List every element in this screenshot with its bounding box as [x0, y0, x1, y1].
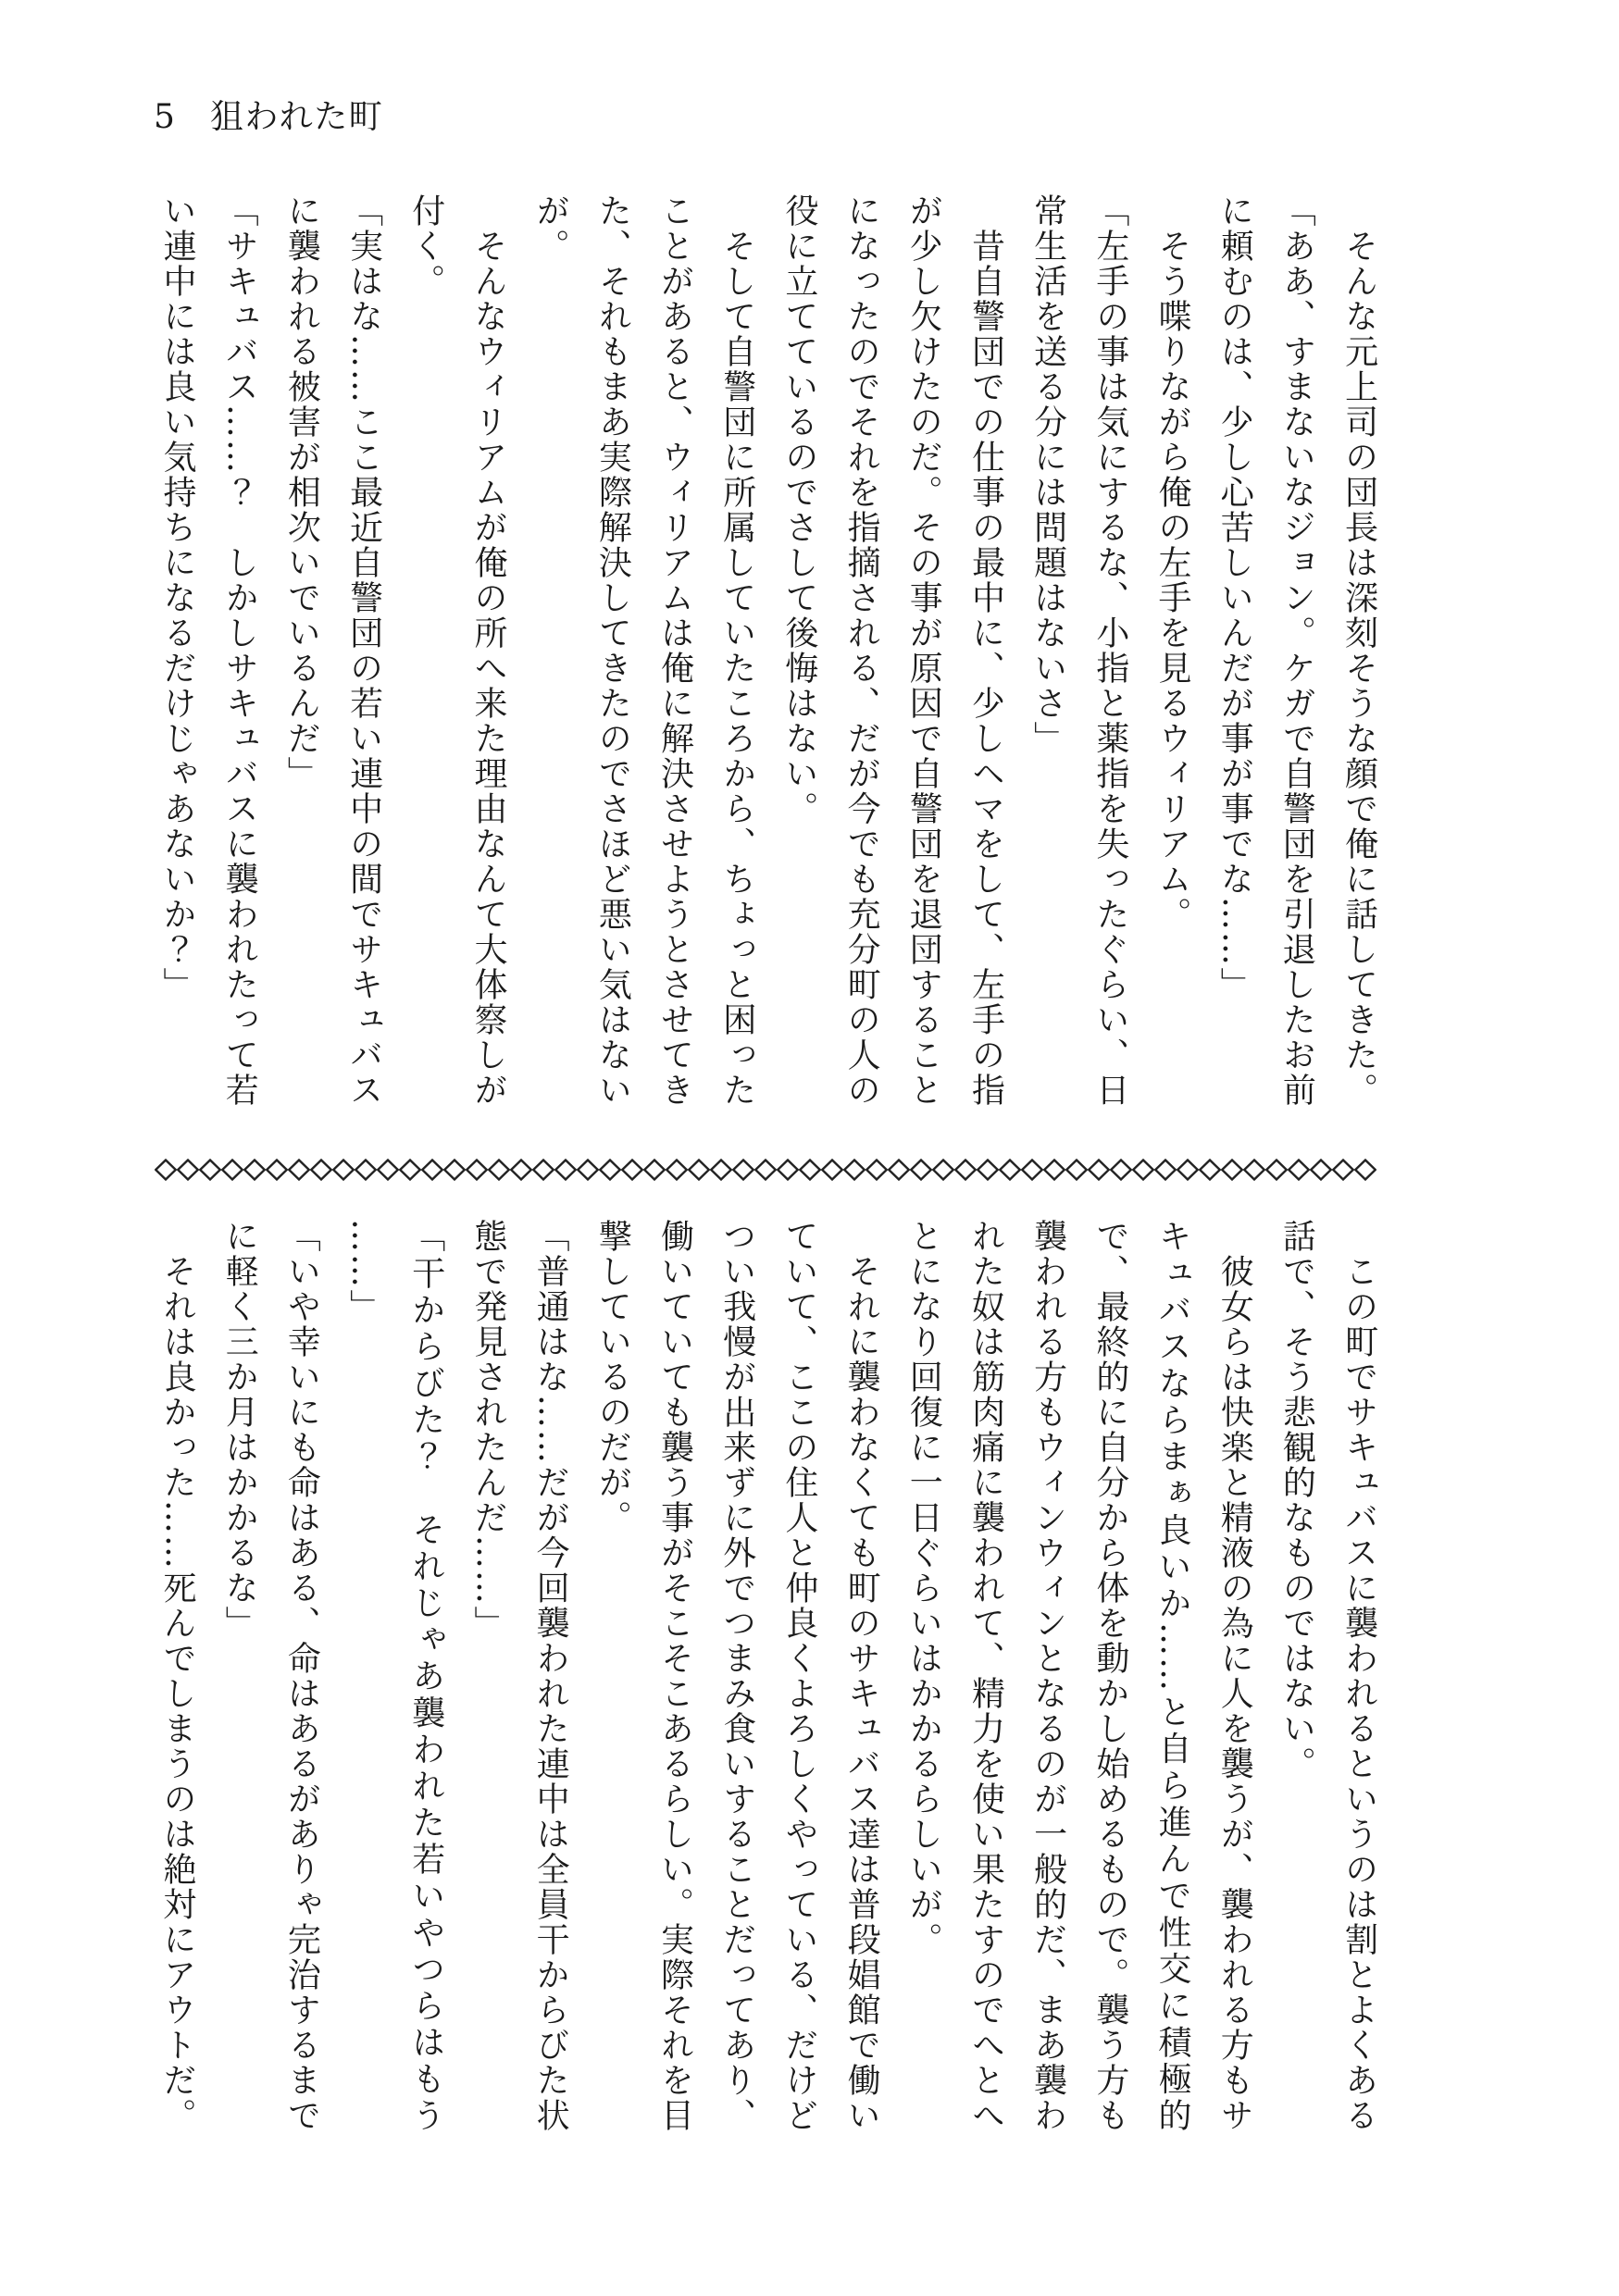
text-column: が少し欠けたのだ。その事が原因で自警団を退団すること: [904, 193, 943, 1108]
text-column: 「普通はな……だが今回襲われた連中は全員干からびた状: [531, 1219, 570, 2133]
text-column: 彼女らは快楽と精液の為に人を襲うが、襲われる方もサ: [1215, 1219, 1254, 2133]
text-column: 「サキュバス……？ しかしサキュバスに襲われたって若: [220, 193, 259, 1108]
diamond-chain-icon: [155, 1159, 1376, 1181]
text-column: 働いていても襲う事がそこそこあるらしい。実際それを目: [655, 1219, 694, 2133]
text-column: になったのでそれを指摘される、だが今でも充分町の人の: [842, 193, 881, 1108]
text-column: そんなウィリアムが俺の所へ来た理由なんて大体察しが: [468, 193, 507, 1108]
text-column: キュバスならまぁ良いか……と自ら進んで性交に積極的: [1153, 1219, 1192, 2133]
text-block-upper: [146, 193, 1390, 1108]
text-column: で、最終的に自分から体を動かし始めるもので。襲う方も: [1090, 1219, 1129, 2133]
text-column: それに襲わなくても町のサキュバス達は普段娼館で働い: [842, 1219, 881, 2133]
text-column: 「いや幸いにも命はある、命はあるがありゃ完治するまで: [282, 1219, 321, 2133]
text-column: 「干からびた？ それじゃあ襲われた若いやつらはもう: [406, 1219, 445, 2133]
text-column: が。: [531, 193, 570, 264]
chapter-title: 狙われた町: [210, 98, 384, 136]
text-column: つい我慢が出来ずに外でつまみ食いすることだってあり、: [717, 1219, 756, 2133]
text-column: 付く。: [406, 193, 445, 299]
text-column: そして自警団に所属していたころから、ちょっと困った: [717, 193, 756, 1108]
text-column: 「左手の事は気にするな、小指と薬指を失ったぐらい、日: [1090, 193, 1129, 1108]
text-column: 役に立てているのでさして後悔はない。: [779, 193, 818, 826]
text-column: 「ああ、すまないなジョン。ケガで自警団を引退したお前: [1277, 193, 1316, 1108]
text-column: ……」: [344, 1219, 383, 1324]
text-column: に軽く三か月はかかるな」: [220, 1219, 259, 1641]
text-column: ていて、ここの住人と仲良くよろしくやっている、だけど: [779, 1219, 818, 2133]
text-column: 常生活を送る分には問題はないさ」: [1028, 193, 1067, 756]
text-column: そう喋りながら俺の左手を見るウィリアム。: [1153, 193, 1192, 932]
text-column: とになり回復に一日ぐらいはかかるらしいが。: [904, 1219, 943, 1957]
text-column: れた奴は筋肉痛に襲われて、精力を使い果たすのでへとへ: [966, 1219, 1005, 2133]
text-column: 「実はな……ここ最近自警団の若い連中の間でサキュバス: [344, 193, 383, 1108]
text-column: に頼むのは、少し心苦しいんだが事が事でな……」: [1215, 193, 1254, 1002]
text-column: ことがあると、ウィリアムは俺に解決させようとさせてき: [655, 193, 694, 1108]
chapter-number: 5: [154, 98, 175, 136]
scene-break-divider: [155, 1159, 1376, 1181]
text-column: た、それもまあ実際解決してきたのでさほど悪い気はない: [593, 193, 632, 1108]
text-column: 昔自警団での仕事の最中に、少しヘマをして、左手の指: [966, 193, 1005, 1108]
text-column: 話で、そう悲観的なものではない。: [1277, 1219, 1316, 1781]
text-column: い連中には良い気持ちになるだけじゃあないか？」: [158, 193, 197, 1002]
text-column: 襲われる方もウィンウィンとなるのが一般的だ、まあ襲わ: [1028, 1219, 1067, 2133]
text-column: に襲われる被害が相次いでいるんだ」: [282, 193, 321, 791]
text-column: この町でサキュバスに襲われるというのは割とよくある: [1339, 1219, 1378, 2133]
text-block-lower: [146, 1219, 1390, 2133]
text-column: それは良かった……死んでしまうのは絶対にアウトだ。: [158, 1219, 197, 2133]
text-column: そんな元上司の団長は深刻そうな顔で俺に話してきた。: [1339, 193, 1378, 1108]
text-column: 態で発見されたんだ……」: [468, 1219, 507, 1641]
text-column: 撃しているのだが。: [593, 1219, 632, 1535]
